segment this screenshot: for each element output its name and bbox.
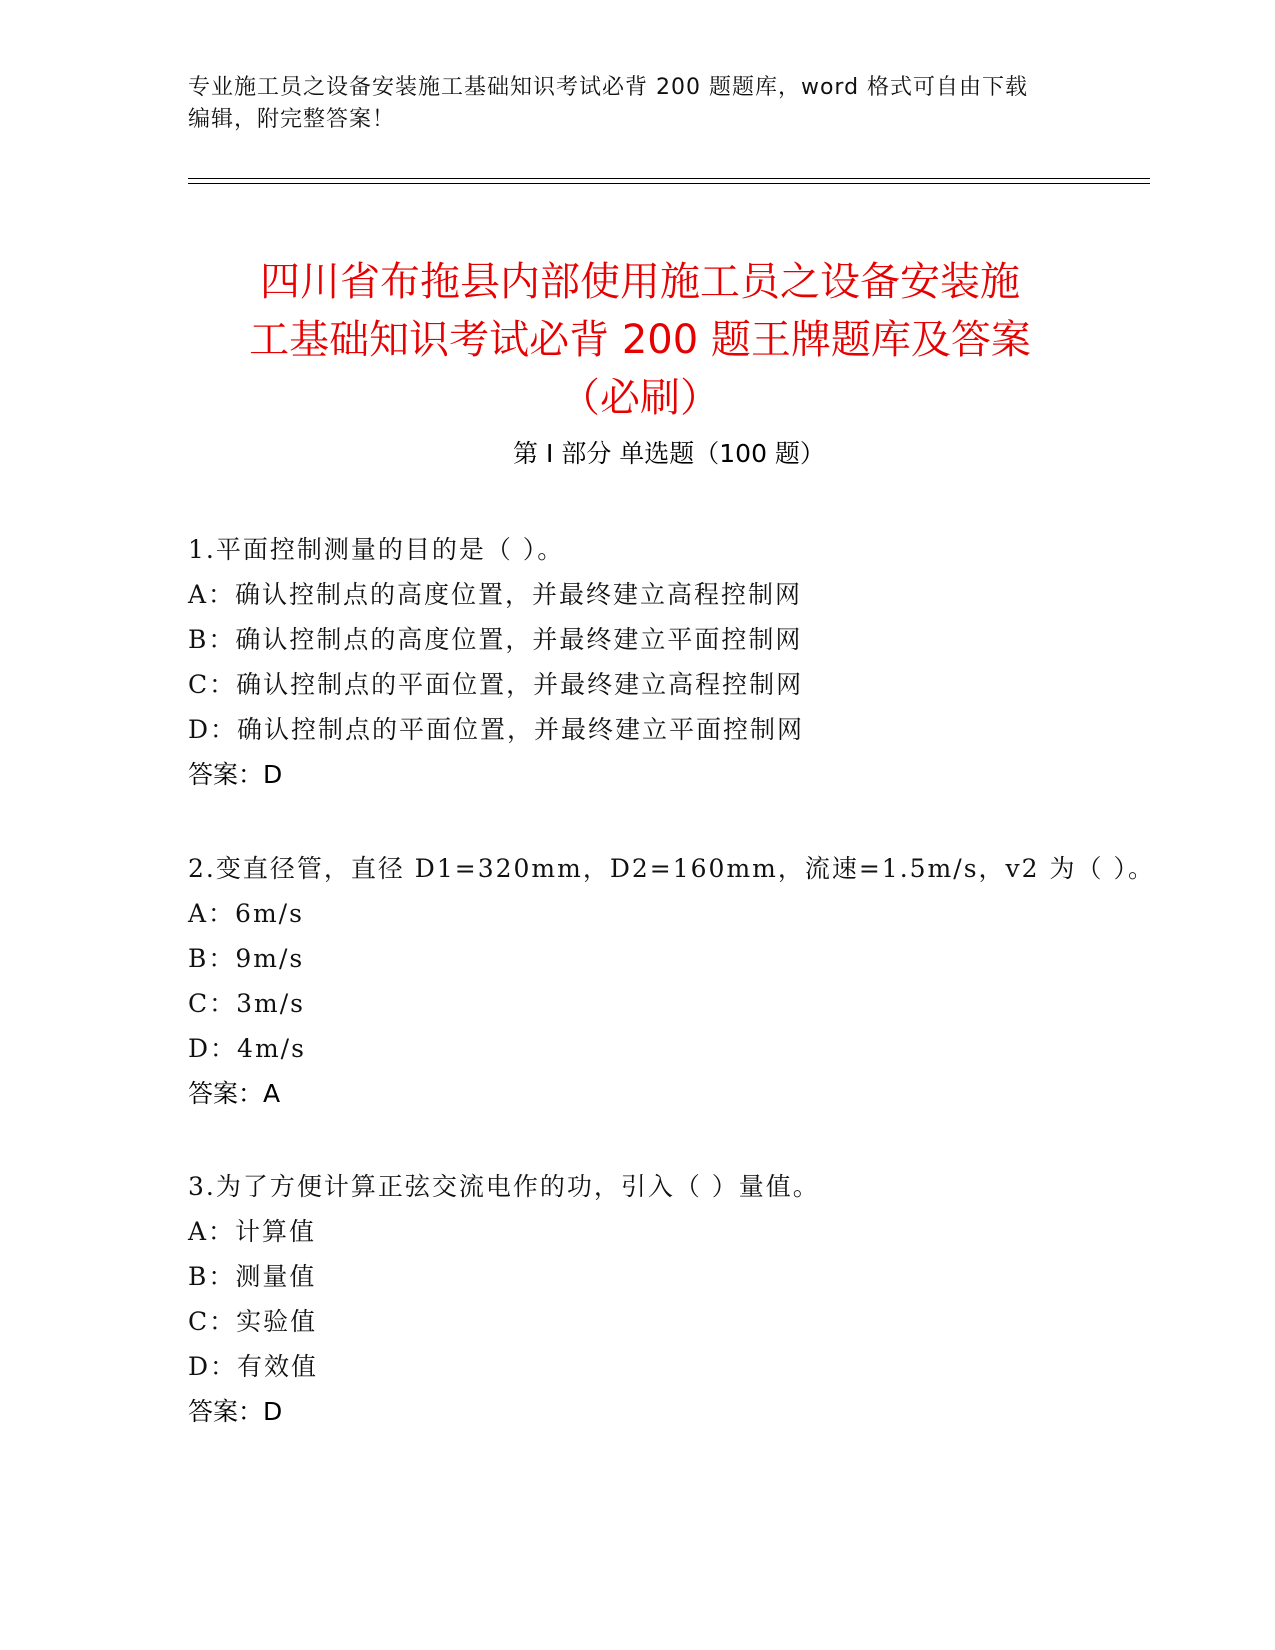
option-a: A：确认控制点的高度位置，并最终建立高程控制网 [188,580,803,609]
question-item [188,846,1155,1116]
option-b: B：9m/s [188,944,305,973]
document-title-line-2: 工基础知识考试必背 200 题王牌题库及答案 [249,316,1031,363]
header-note [188,72,1088,136]
option-c: C：确认控制点的平面位置，并最终建立高程控制网 [188,670,804,699]
answer-line: 答案：A [188,1079,281,1108]
option-c: C：3m/s [188,989,305,1018]
header-divider-top [188,178,1150,179]
header-divider-bottom [188,183,1150,184]
document-title-line-1: 四川省布拖县内部使用施工员之设备安装施 [260,258,1020,305]
header-note-line-2: 编辑，附完整答案！ [188,107,396,132]
option-d: D：有效值 [188,1352,319,1381]
question-item [188,1164,1150,1434]
answer-line: 答案：D [188,760,283,789]
option-d: D：确认控制点的平面位置，并最终建立平面控制网 [188,715,805,744]
question-stem: 2.变直径管，直径 D1=320mm，D2=160mm，流速=1.5m/s，v2 为（ ）。 [188,854,1155,883]
question-stem: 1.平面控制测量的目的是（ ）。 [188,535,565,564]
option-b: B：测量值 [188,1262,317,1291]
option-a: A：6m/s [188,899,304,928]
option-a: A：计算值 [188,1217,317,1246]
question-item [188,527,1150,797]
header-note-line-1: 专业施工员之设备安装施工基础知识考试必背 200 题题库，word 格式可自由下载 [188,75,1029,100]
option-d: D：4m/s [188,1034,306,1063]
question-stem: 3.为了方便计算正弦交流电作的功，引入（ ）量值。 [188,1172,820,1201]
option-b: B：确认控制点的高度位置，并最终建立平面控制网 [188,625,803,654]
answer-line: 答案：D [188,1397,283,1426]
document-title [160,253,1120,427]
option-c: C：实验值 [188,1307,318,1336]
document-title-line-3: （必刷） [560,374,720,421]
section-heading: 第 I 部分 单选题（100 题） [513,439,825,468]
